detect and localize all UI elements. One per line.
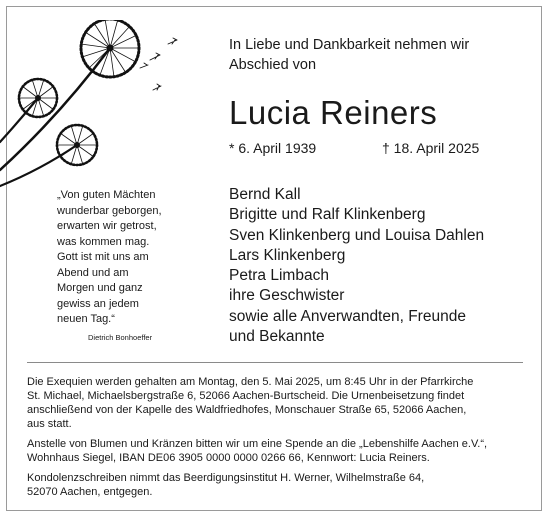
death-date: † 18. April 2025 bbox=[382, 140, 480, 156]
mourner-name: Petra Limbach bbox=[229, 267, 329, 285]
mourners-list bbox=[229, 185, 529, 347]
donation-notice: Anstelle von Blumen und Kränzen bitten wir um eine Spende an die „Lebenshilfe Aachen e.V.“, Wohnhaus Siegel, IBAN DE06 3905 0000 0000 0266 66, Kennwort: Lucia Reiners. bbox=[27, 438, 488, 464]
mourner-name: sowie alle Anverwandten, Freunde bbox=[229, 307, 466, 325]
mourner-name: Sven Klinkenberg und Louisa Dahlen bbox=[229, 226, 485, 244]
quote-text: „Von guten Mächten wunderbar geborgen, erwarten wir getrost, was kommen mag. Gott ist mit uns am Abend und am Morgen und ganz gewiss an jedem neuen Tag.“ bbox=[57, 189, 162, 325]
intro-text: In Liebe und Dankbarkeit nehmen wir Abschied von bbox=[229, 37, 470, 73]
birth-date: * 6. April 1939 bbox=[229, 140, 317, 156]
mourner-name: und Bekannte bbox=[229, 328, 325, 346]
mourner-name: ihre Geschwister bbox=[229, 287, 345, 305]
deceased-name: Lucia Reiners bbox=[229, 94, 438, 131]
mourner-name: Bernd Kall bbox=[229, 186, 301, 203]
mourner-name: Lars Klinkenberg bbox=[229, 246, 346, 264]
mourner-name: Brigitte und Ralf Klinkenberg bbox=[229, 206, 426, 224]
funeral-notice: Die Exequien werden gehalten am Montag, den 5. Mai 2025, um 8:45 Uhr in der Pfarrkirche St. Michael, Michaelsbergstraße 6, 52066 Aachen-Burtscheid. Die Urnenbeisetzung findet anschließend von der Kapelle des Waldfriedhofes, Monschauer Straße 65, 52066 Aachen, aus statt. bbox=[27, 376, 474, 430]
condolence-notice: Kondolenzschreiben nimmt das Beerdigungsinstitut H. Werner, Wilhelmstraße 64, 52070 Aachen, entgegen. bbox=[27, 472, 425, 498]
section-divider bbox=[27, 362, 523, 363]
dandelion-icon bbox=[0, 20, 200, 190]
quote-author: Dietrich Bonhoeffer bbox=[88, 333, 153, 342]
